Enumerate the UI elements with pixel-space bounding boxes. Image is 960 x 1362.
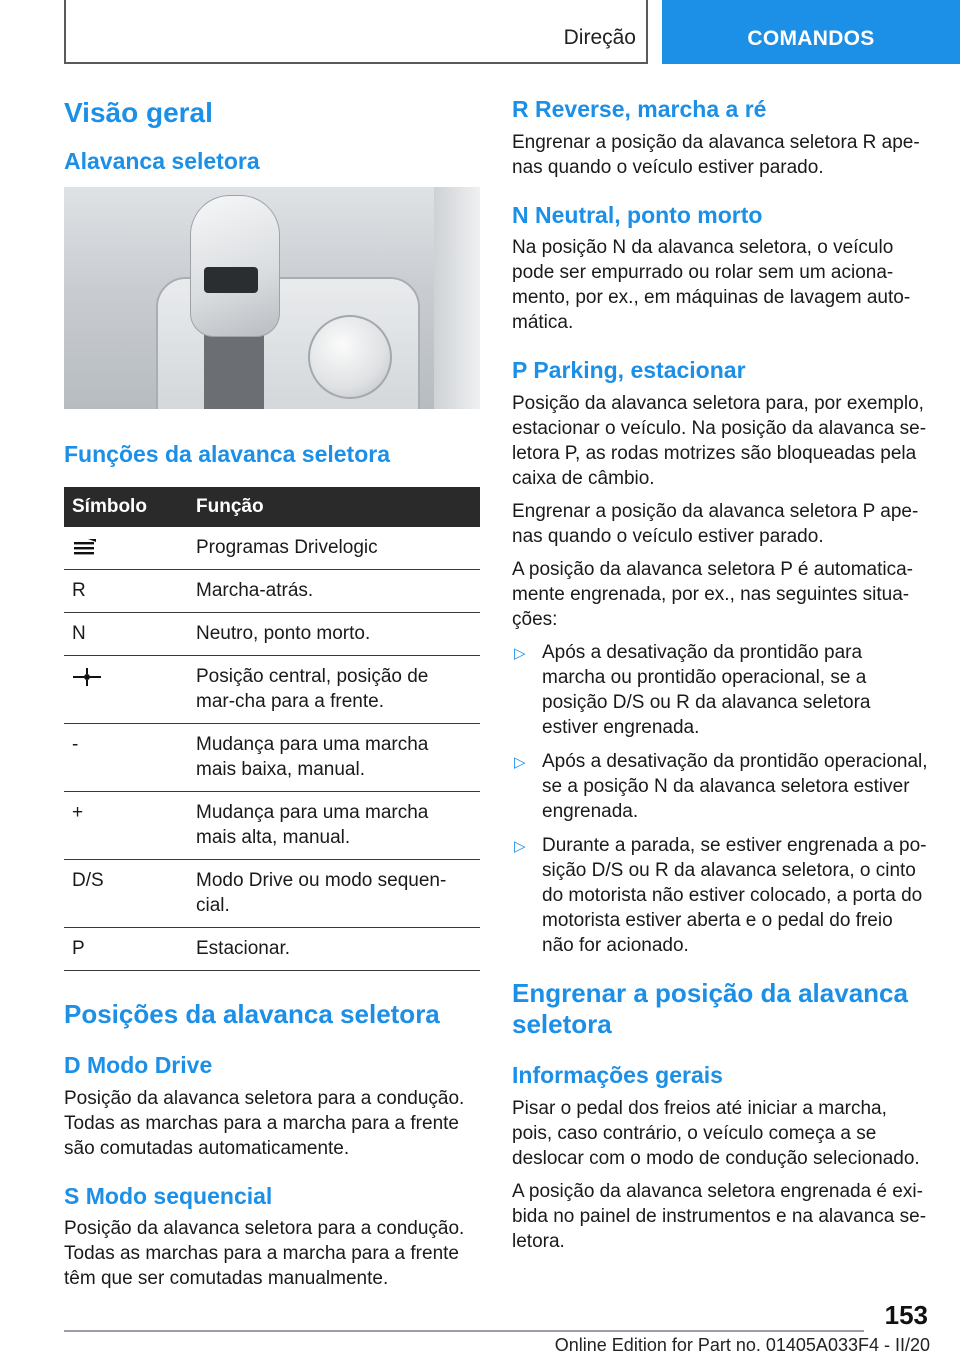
parking-text-2: Engrenar a posição da alavanca seletora P ape-nas quando o veículo estiver parado. bbox=[512, 500, 919, 547]
sequential-mode-text: Posição da alavanca seletora para a condução. Todas as marchas para a marcha para a frente têm que ser comutadas manualmente. bbox=[64, 1218, 465, 1290]
table-cell-symbol: D/S bbox=[64, 859, 188, 927]
table-row bbox=[64, 859, 480, 927]
footer-edition: Online Edition for Part no. 01405A033F4 - II/20 bbox=[554, 1335, 930, 1355]
gear-selector-photo bbox=[64, 187, 480, 409]
neutral-heading: N Neutral, ponto morto bbox=[512, 201, 763, 228]
table-cell-symbol: - bbox=[64, 723, 188, 791]
table-header-function: Função bbox=[188, 487, 480, 527]
functions-table bbox=[64, 487, 480, 971]
bullet-triangle-icon: ▷ bbox=[514, 644, 526, 662]
page-number: 153 bbox=[884, 1300, 928, 1330]
section-title: Direção bbox=[563, 26, 636, 49]
table-row bbox=[64, 569, 480, 612]
reverse-text: Engrenar a posição da alavanca seletora R ape-nas quando o veículo estiver parado. bbox=[512, 131, 920, 178]
neutral-text: Na posição N da alavanca seletora, o veículo pode ser empurrado ou rolar sem um aciona-mento, por ex., em máquinas de lavagem auto-mática. bbox=[512, 237, 911, 334]
section-tab bbox=[64, 0, 648, 64]
table-header-row bbox=[64, 487, 480, 527]
table-cell-function: Mudança para uma marcha mais alta, manual. bbox=[188, 791, 480, 859]
list-item: ▷ Após a desativação da prontidão operacional, se a posição N da alavanca seletora estiver engrenada. bbox=[514, 750, 928, 822]
parking-situations-list bbox=[512, 640, 928, 958]
left-column bbox=[64, 96, 480, 1291]
photo-lever bbox=[190, 195, 280, 337]
positions-heading: Posições da alavanca seletora bbox=[64, 998, 440, 1029]
drivelogic-icon bbox=[72, 537, 98, 559]
table-cell-function: Modo Drive ou modo sequen-cial. bbox=[188, 859, 480, 927]
photo-lever-buttons bbox=[204, 267, 258, 293]
lever-heading: Alavanca seletora bbox=[64, 147, 260, 174]
table-cell-symbol: R bbox=[64, 569, 188, 612]
engage-heading: Engrenar a posição da alavanca seletora bbox=[512, 977, 908, 1039]
right-column bbox=[512, 96, 928, 1254]
table-row bbox=[64, 723, 480, 791]
table-cell-function: Marcha-atrás. bbox=[188, 569, 480, 612]
general-info-text-1: Pisar o pedal dos freios até iniciar a marcha, pois, caso contrário, o veículo começa a se deslocar com o modo de condução selecionado. bbox=[512, 1097, 920, 1169]
chapter-title: COMANDOS bbox=[662, 0, 960, 64]
parking-text-1: Posição da alavanca seletora para, por exemplo, estacionar o veículo. Na posição da alavanca se-letora P, as rodas motrizes são bloqueadas pela caixa de câmbio. bbox=[512, 392, 927, 489]
table-cell-symbol: N bbox=[64, 612, 188, 655]
parking-heading: P Parking, estacionar bbox=[512, 357, 746, 384]
drive-mode-text: Posição da alavanca seletora para a condução. Todas as marchas para a marcha para a frente são comutadas automaticamente. bbox=[64, 1087, 465, 1159]
functions-heading: Funções da alavanca seletora bbox=[64, 441, 390, 468]
photo-controller-knob bbox=[308, 315, 392, 399]
table-cell-symbol bbox=[64, 655, 188, 723]
list-item: ▷ Durante a parada, se estiver engrenada a po-sição D/S ou R da alavanca seletora, o cinto do motorista não estiver colocado, a porta do motorista estiver aberta e o pedal do freio não for acionado. bbox=[514, 834, 927, 956]
table-cell-symbol: + bbox=[64, 791, 188, 859]
reverse-heading: R Reverse, marcha a ré bbox=[512, 96, 767, 122]
page-title: Visão geral bbox=[64, 97, 213, 128]
footer-divider bbox=[64, 1330, 864, 1332]
table-row bbox=[64, 527, 480, 570]
bullet-triangle-icon: ▷ bbox=[514, 837, 526, 855]
parking-text-3: A posição da alavanca seletora P é automatica-mente engrenada, por ex., nas seguintes situa-ções: bbox=[512, 558, 914, 630]
table-cell-symbol bbox=[64, 527, 188, 570]
table-cell-function: Mudança para uma marcha mais baixa, manual. bbox=[188, 723, 480, 791]
general-info-text-2: A posição da alavanca seletora engrenada é exi-bida no painel de instrumentos e na alavanca se-letora. bbox=[512, 1180, 927, 1252]
table-row bbox=[64, 655, 480, 723]
table-row bbox=[64, 927, 480, 970]
general-info-heading: Informações gerais bbox=[512, 1062, 723, 1089]
table-cell-symbol: P bbox=[64, 927, 188, 970]
page-header bbox=[0, 0, 960, 66]
table-header-symbol: Símbolo bbox=[64, 487, 188, 527]
table-cell-function: Programas Drivelogic bbox=[188, 527, 480, 570]
sequential-mode-heading: S Modo sequencial bbox=[64, 1182, 273, 1209]
photo-pillar bbox=[434, 187, 480, 409]
bullet-triangle-icon: ▷ bbox=[514, 753, 526, 771]
list-item: ▷ Após a desativação da prontidão para marcha ou prontidão operacional, se a posição D/S ou R da alavanca seletora estiver engrenada. bbox=[514, 641, 871, 738]
table-row bbox=[64, 612, 480, 655]
table-cell-function: Neutro, ponto morto. bbox=[188, 612, 480, 655]
drive-mode-heading: D Modo Drive bbox=[64, 1051, 213, 1078]
table-cell-function: Estacionar. bbox=[188, 927, 480, 970]
center-position-icon bbox=[72, 666, 102, 688]
table-row bbox=[64, 791, 480, 859]
table-cell-function: Posição central, posição de mar-cha para a frente. bbox=[188, 655, 480, 723]
